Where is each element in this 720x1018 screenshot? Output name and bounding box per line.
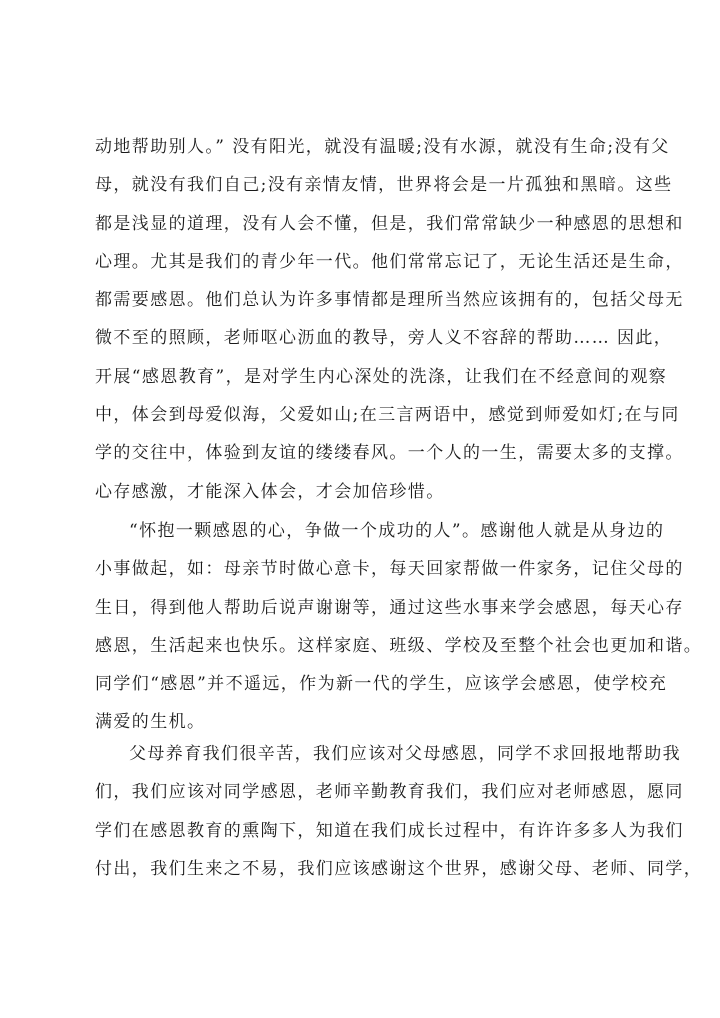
paragraph-line: 同学们“感恩”并不遥远，作为新一代的学生，应该学会感恩，使学校充 [95,674,668,695]
paragraph-line: 们，我们应该对同学感恩，老师辛勤教育我们，我们应对老师感恩，愿同 [95,782,684,803]
paragraph-line: 生日，得到他人帮助后说声谢谢等，通过这些水事来学会感恩，每天心存 [95,597,684,618]
paragraph-line: 母，就没有我们自己;没有亲情友情，世界将会是一片孤独和黑暗。这些 [95,175,673,196]
paragraph-line: 心存感激，才能深入体会，才会加倍珍惜。 [95,481,445,502]
paragraph-line: 父母养育我们很辛苦，我们应该对父母感恩，同学不求回报地帮助我 [129,744,681,764]
paragraph-line: 学们在感恩教育的熏陶下，知道在我们成长过程中，有许许多多人为我们 [95,820,684,841]
paragraph-line: 中，体会到母爱似海，父爱如山;在三言两语中，感觉到师爱如灯;在与同 [95,405,680,426]
paragraph-line: 满爱的生机。 [95,712,206,733]
paragraph-line: 动地帮助别人。” 没有阳光，就没有温暖;没有水源，就没有生命;没有父 [95,137,670,157]
paragraph-line: 开展“感恩教育”，是对学生内心深处的洗涤，让我们在不经意间的观察 [95,366,668,387]
paragraph-line: “怀抱一颗感恩的心，争做一个成功的人”。感谢他人就是从身边的 [129,521,665,541]
paragraph-line: 都是浅显的道理，没有人会不懂，但是，我们常常缺少一种感恩的思想和 [95,213,684,234]
paragraph-line: 心理。尤其是我们的青少年一代。他们常常忘记了，无论生活还是生命， [95,251,684,272]
paragraph-line: 微不至的照顾，老师呕心沥血的教导，旁人义不容辞的帮助…… 因此， [95,328,673,349]
paragraph-line: 感恩，生活起来也快乐。这样家庭、班级、学校及至整个社会也更加和谐。 [95,635,703,656]
paragraph-1 [95,128,684,511]
paragraph-line: 学的交往中，体验到友谊的缕缕春风。一个人的一生，需要太多的支撑。 [95,443,684,464]
paragraph-line: 都需要感恩。他们总认为许多事情都是理所当然应该拥有的，包括父母无 [95,290,684,311]
paragraph-line: 付出，我们生来之不易，我们应该感谢这个世界，感谢父母、老师、同学， [95,858,703,879]
paragraph-2 [95,512,703,742]
paragraph-line: 小事做起，如：母亲节时做心意卡，每天回家帮做一件家务，记住父母的 [95,559,684,580]
paragraph-3 [95,735,703,888]
